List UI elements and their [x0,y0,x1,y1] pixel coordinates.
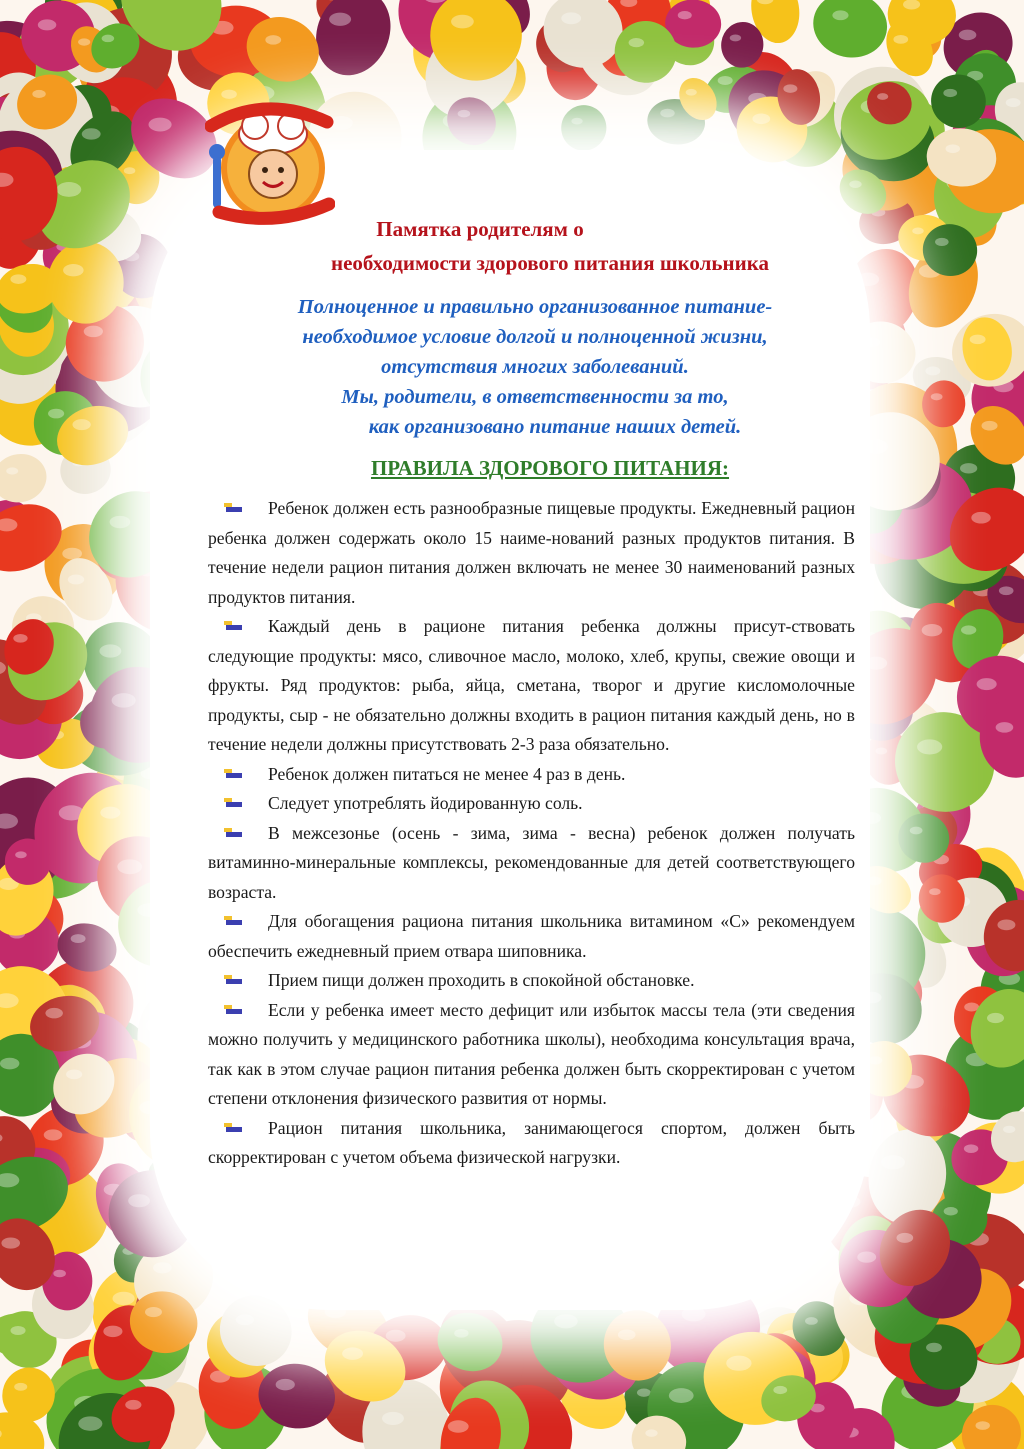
intro-line: Полноценное и правильно организованное питание- [297,296,773,318]
title-line-2: необходимости здорового питания школьника [331,251,769,275]
rule-text: Следует употреблять йодированную соль. [268,793,583,813]
intro-line: Мы, родители, в ответственности за то, [341,386,729,408]
rule-text: Для обогащения рациона питания школьника витамином «С» рекомендуем обеспечить ежедневный прием отвара шиповника. [208,911,855,961]
rule-text: Ребенок должен есть разнообразные пищевые продукты. Ежедневный рацион ребенка должен содержать около 15 наиме-нований разных продуктов питания. В течение недели рацион питания должен включать не менее 30 наименований разных продуктов питания. [208,498,855,607]
intro-line: необходимое условие долгой и полноценной жизни, [302,326,768,348]
intro-line: отсутствия многих заболеваний. [381,356,689,378]
rule-text: Если у ребенка имеет место дефицит или избыток массы тела (эти сведения можно получить у медицинского работника школы), необходима консультация врача, так как в этом случае рацион питания ребенка должен быть скорректирован с учетом степени отклонения физического развития от нормы. [208,999,855,1108]
rule-text: В межсезонье (осень - зима, зима - весна) ребенок должен получать витаминно-минеральные комплексы, рекомендованные для детей соответствующего возраста. [208,822,855,902]
bullet-icon [222,1005,244,1017]
bullet-icon [222,621,244,633]
rule-item [208,907,855,966]
rules-list [208,494,855,1173]
bullet-icon [222,798,244,810]
healthy-food-chef-logo [205,96,335,226]
rule-item [208,966,855,996]
memo-title [230,212,870,280]
rule-item [208,494,855,612]
rule-item [208,819,855,908]
bullet-icon [222,503,244,515]
bullet-icon [222,769,244,781]
rule-text: Каждый день в рационе питания ребенка должны присут-ствовать следующие продукты: мясо, сливочное масло, молоко, хлеб, крупы, свежие овощи и фрукты. Ряд продуктов: рыба, яйца, сметана, творог и другие кисломолочные продукты, сыр - не обязательно должны входить в рацион питания каждый день, но в течение недели должны присутствовать 2-3 раза обязательно. [208,616,855,754]
rules-heading: ПРАВИЛА ЗДОРОВОГО ПИТАНИЯ: [370,456,730,480]
bullet-icon [222,1123,244,1135]
rule-item [208,789,855,819]
bullet-icon [222,975,244,987]
rule-text: Рацион питания школьника, занимающегося спортом, должен быть скорректирован с учетом объема физической нагрузки. [208,1117,855,1167]
intro-line: как организовано питание наших детей. [368,416,742,438]
bullet-icon [222,828,244,840]
rule-item [208,1114,855,1173]
intro-paragraph [215,292,855,442]
bullet-icon [222,916,244,928]
rule-item [208,996,855,1114]
rule-item [208,760,855,790]
rule-text: Ребенок должен питаться не менее 4 раз в день. [268,763,626,784]
rule-item [208,612,855,760]
rule-text: Прием пищи должен проходить в спокойной обстановке. [268,970,695,990]
title-line-1: Памятка родителям о [376,217,584,241]
